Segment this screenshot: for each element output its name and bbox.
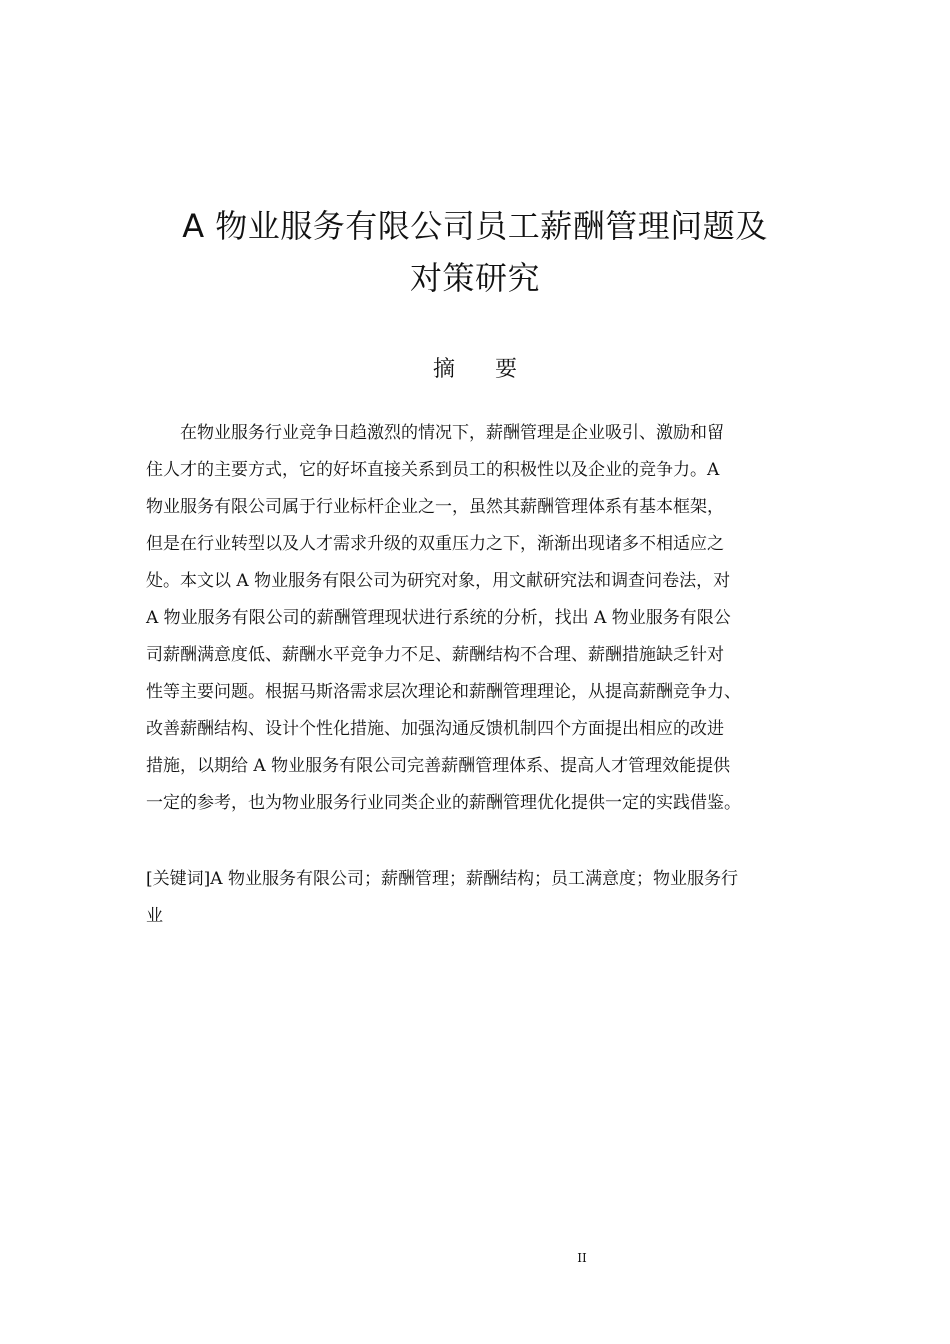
abstract-line: 住人才的主要方式，它的好坏直接关系到员工的积极性以及企业的竞争力。A [146,460,720,480]
abstract-line: 一定的参考，也为物业服务行业同类企业的薪酬管理优化提供一定的实践借鉴。 [146,793,741,813]
document-title-line-1: A 物业服务有限公司员工薪酬管理问题及 [182,207,768,245]
abstract-heading-char-2: 要 [495,357,518,382]
document-title-line-2: 对策研究 [409,259,540,297]
abstract-line: A 物业服务有限公司的薪酬管理现状进行系统的分析，找出 A 物业服务有限公 [146,608,731,628]
page-number [0,1250,950,1266]
abstract-line: 处。本文以 A 物业服务有限公司为研究对象，用文献研究法和调查问卷法，对 [146,571,731,591]
abstract-line: 但是在行业转型以及人才需求升级的双重压力之下，渐渐出现诸多不相适应之 [146,534,724,554]
abstract-line: 性等主要问题。根据马斯洛需求层次理论和薪酬管理理论，从提高薪酬竞争力、 [146,682,741,702]
abstract-line: 措施，以期给 A 物业服务有限公司完善薪酬管理体系、提高人才管理效能提供 [146,756,731,776]
abstract-heading [0,352,950,388]
keywords-line-2: 业 [146,906,163,926]
abstract-line: 物业服务有限公司属于行业标杆企业之一，虽然其薪酬管理体系有基本框架， [146,497,724,517]
abstract-line: 在物业服务行业竞争日趋激烈的情况下，薪酬管理是企业吸引、激励和留 [180,423,724,443]
abstract-heading-char-1: 摘 [432,357,455,382]
keywords-line-1: [关键词]A 物业服务有限公司；薪酬管理；薪酬结构；员工满意度；物业服务行 [146,869,738,889]
abstract-line: 改善薪酬结构、设计个性化措施、加强沟通反馈机制四个方面提出相应的改进 [146,719,724,739]
page-number-text: II [577,1251,587,1265]
abstract-line: 司薪酬满意度低、薪酬水平竞争力不足、薪酬结构不合理、薪酬措施缺乏针对 [146,645,724,665]
